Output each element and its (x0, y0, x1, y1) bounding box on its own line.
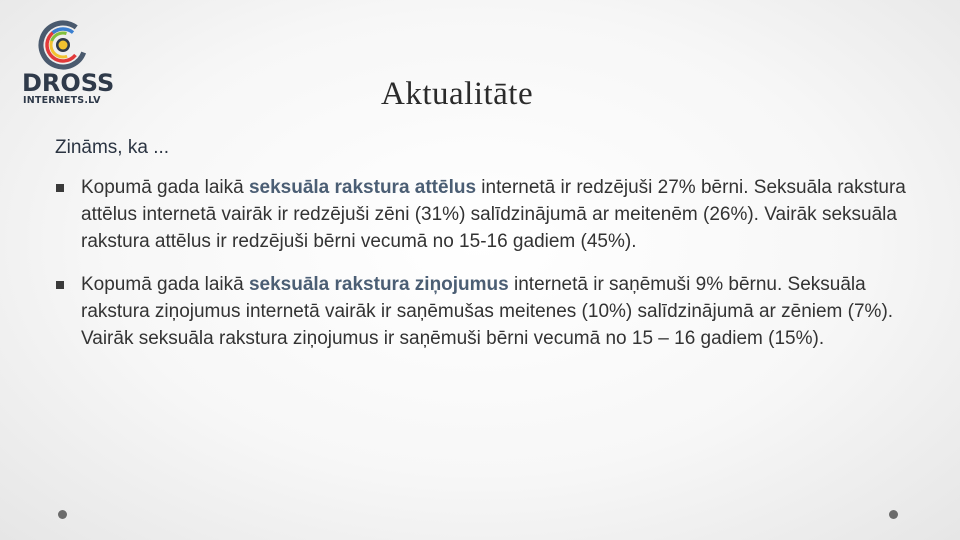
bullet-list (56, 174, 916, 368)
dot-icon (889, 510, 898, 519)
bullet-text-start: Kopumā gada laikā (81, 177, 249, 198)
bullet-item (56, 174, 916, 255)
bullet-text-rest: internetā ir redzējuši 27% bērni. Seksuāla rakstura attēlus internetā vairāk ir redzējuši zēni (31%) salīdzinājumā ar meitenēm (26%). Vairāk seksuāla rakstura attēlus ir redzējuši bērni vecumā no 15-16 gadiem (45%). (81, 177, 906, 252)
logo-name: DROSS (22, 69, 115, 97)
logo-subtitle: INTERNETS.LV (23, 95, 101, 106)
bullet-text-rest: internetā ir saņēmuši 9% bērnu. Seksuāla rakstura ziņojumus internetā vairāk ir saņēmušas meitenes (10%) salīdzinājumā ar zēniem (7%). Vairāk seksuāla rakstura ziņojumus ir saņēmuši bērni vecumā no 15 – 16 gadiem (15%). (81, 274, 894, 349)
bullet-highlight: seksuāla rakstura ziņojumus (248, 274, 509, 295)
square-bullet-icon (56, 281, 64, 289)
bullet-highlight: seksuāla rakstura attēlus (248, 177, 477, 198)
dross-logo (20, 20, 120, 108)
dross-logo-icon (36, 20, 96, 74)
square-bullet-icon (56, 184, 64, 192)
bullet-text-start: Kopumā gada laikā (81, 274, 249, 295)
bullet-item (56, 271, 916, 352)
intro-text: Zināms, ka ... (55, 137, 170, 158)
slide-title: Aktualitāte (381, 76, 534, 112)
dot-icon (58, 510, 67, 519)
